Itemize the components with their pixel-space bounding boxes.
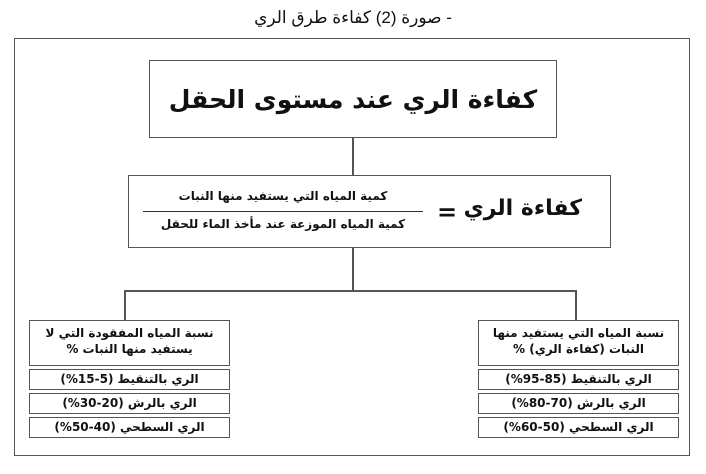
figure-caption: - صورة (2) كفاءة طرق الري <box>254 8 452 27</box>
connector-right-branch <box>575 290 577 320</box>
formula-label: كفاءة الري <box>463 196 582 221</box>
lost-row-surface: الري السطحي (40-50%) <box>29 417 230 438</box>
used-row-drip: الري بالتنقيط (85-95%) <box>478 369 679 390</box>
used-header-line2: النبات (كفاءة الري) % <box>513 342 644 356</box>
used-header-line1: نسبة المياه التي يستفيد منها <box>492 326 665 340</box>
lost-row-sprinkler: الري بالرش (20-30%) <box>29 393 230 414</box>
formula-box <box>128 175 611 248</box>
lost-water-column <box>29 320 230 438</box>
lost-header-line1: نسبة المياه المفقودة التي لا <box>45 326 214 340</box>
lost-water-header <box>29 320 230 366</box>
connector-left-branch <box>124 290 126 320</box>
used-row-sprinkler: الري بالرش (70-80%) <box>478 393 679 414</box>
used-water-header <box>478 320 679 366</box>
lost-row-drip: الري بالتنقيط (5-15%) <box>29 369 230 390</box>
used-row-surface: الري السطحي (50-60%) <box>478 417 679 438</box>
fraction-bar <box>143 211 423 212</box>
diagram-title: كفاءة الري عند مستوى الحقل <box>168 84 538 114</box>
used-water-column <box>478 320 679 438</box>
formula-numerator: كمية المياه التي يستفيد منها النبات <box>178 189 388 203</box>
lost-header-line2: يستفيد منها النبات % <box>66 342 193 356</box>
connector-title-formula <box>352 138 354 175</box>
formula-denominator: كمية المياه الموزعة عند مأخذ الماء للحقل <box>160 217 406 231</box>
connector-formula-down <box>352 248 354 291</box>
title-box <box>149 60 557 138</box>
equals-sign: = <box>437 198 458 226</box>
connector-horizontal <box>124 290 576 292</box>
